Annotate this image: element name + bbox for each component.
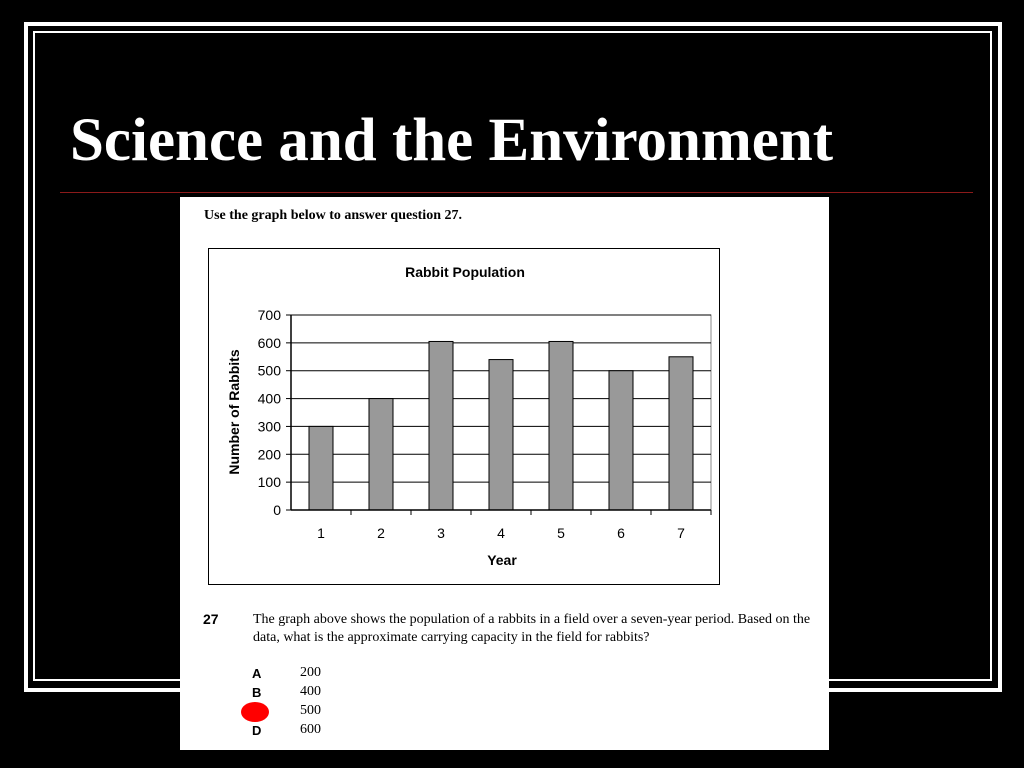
chart-canvas [209, 249, 719, 584]
choice-letter: B [252, 685, 262, 700]
y-tick-label: 700 [257, 307, 281, 323]
choice-letter: D [252, 723, 262, 738]
choice-d [252, 722, 372, 741]
y-tick-label: 500 [257, 362, 281, 379]
x-tick-label: 7 [677, 525, 685, 541]
x-axis-label: Year [487, 552, 517, 568]
y-tick-label: 200 [257, 446, 281, 463]
bar [669, 357, 693, 510]
bar [549, 341, 573, 510]
y-tick-label: 600 [257, 334, 281, 351]
bar [369, 399, 393, 510]
answer-choices [252, 665, 372, 741]
choice-a [252, 665, 372, 684]
y-tick-label: 0 [273, 502, 281, 518]
bar [609, 371, 633, 510]
y-tick-label: 100 [257, 474, 281, 491]
chart-title: Rabbit Population [405, 264, 525, 280]
title-divider [60, 192, 973, 193]
y-axis-label: Number of Rabbits [226, 349, 242, 475]
x-tick-label: 1 [317, 525, 325, 541]
question-instruction: Use the graph below to answer question 27. [204, 208, 462, 223]
bar [309, 426, 333, 510]
selected-answer-mark [241, 702, 269, 722]
x-tick-label: 2 [377, 525, 385, 541]
x-tick-label: 3 [437, 525, 445, 541]
choice-c [252, 703, 372, 722]
choice-value: 200 [300, 665, 321, 680]
choice-letter: A [252, 666, 262, 681]
chart-bars [309, 341, 693, 510]
question-number: 27 [203, 611, 219, 627]
x-tick-label: 6 [617, 525, 625, 541]
bar [489, 360, 513, 510]
choice-value: 500 [300, 703, 321, 718]
x-tick-label: 5 [557, 525, 565, 541]
choice-value: 400 [300, 684, 321, 699]
y-tick-label: 300 [257, 418, 281, 435]
choice-b [252, 684, 372, 703]
x-tick-label: 4 [497, 525, 505, 541]
slide-title: Science and the Environment [70, 107, 834, 174]
bar [429, 341, 453, 510]
question-image [180, 197, 829, 750]
y-tick-label: 400 [257, 390, 281, 407]
question-text: The graph above shows the population of a rabbits in a field over a seven-year period. Based on the data, what is the approximate carrying capacity in the field for rabbits? [253, 612, 811, 645]
rabbit-population-chart [208, 248, 720, 585]
choice-value: 600 [300, 722, 321, 737]
